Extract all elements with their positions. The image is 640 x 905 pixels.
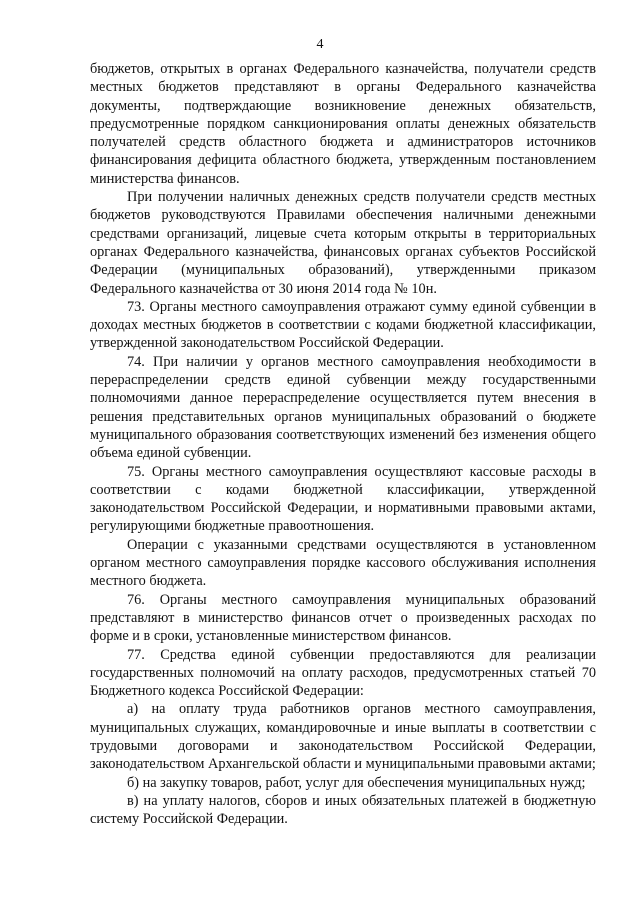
paragraph-item-73: 73. Органы местного самоуправления отражают сумму единой субвенции в доходах местных бюджетов в соответствии с кодами бюджетной классификации, утвержденной законодательством Российской Федерации. xyxy=(90,298,596,352)
paragraph-operations: Операции с указанными средствами осуществляются в установленном органом местного самоуправления порядке кассового обслуживания исполнения местного бюджета. xyxy=(90,536,596,590)
paragraph-subitem-a: а) на оплату труда работников органов местного самоуправления, муниципальных служащих, командировочные и иные выплаты в соответствии с трудовыми договорами и законодательством Российской Федерации, законодательством Архангельской области и муниципальными правовыми актами; xyxy=(90,701,596,773)
paragraph-subitem-v: в) на уплату налогов, сборов и иных обязательных платежей в бюджетную систему Российской Федерации. xyxy=(90,792,596,828)
paragraph-subitem-b: б) на закупку товаров, работ, услуг для обеспечения муниципальных нужд; xyxy=(127,774,586,791)
paragraph-cash-funds: При получении наличных денежных средств получатели средств местных бюджетов руководствуются Правилами обеспечения наличными денежными средствами организаций, лицевые счета которым открыты в территориальных органах Федерального казначейства, финансовых органах субъектов Российской Федерации (муниципальных образований), утвержденными приказом Федерального казначейства от 30 июня 2014 года № 10н. xyxy=(90,189,596,297)
document-body xyxy=(90,60,596,828)
paragraph-item-75: 75. Органы местного самоуправления осуществляют кассовые расходы в соответствии с кодами бюджетной классификации, утвержденной законодательством Российской Федерации, и нормативными правовыми актами, регулирующими бюджетные правоотношения. xyxy=(90,463,596,535)
paragraph-item-74: 74. При наличии у органов местного самоуправления необходимости в перераспределении средств единой субвенции между государственными полномочиями данное перераспределение осуществляется путем внесения в решения представительных органов муниципальных образований о бюджете муниципального образования соответствующих изменений без изменения общего объема единой субвенции. xyxy=(90,353,596,462)
paragraph-item-76: 76. Органы местного самоуправления муниципальных образований представляют в министерство финансов отчет о произведенных расходах по форме и в сроки, установленные министерством финансов. xyxy=(90,591,596,645)
page-number: 4 xyxy=(316,37,324,52)
paragraph-budget-accounts: бюджетов, открытых в органах Федерального казначейства, получатели средств местных бюджетов представляют в органы Федерального казначейства документы, подтверждающие возникновение денежных обязательств, предусмотренные порядком санкционирования оплаты денежных обязательств получателей средств областного бюджета и администраторов источников финансирования дефицита областного бюджета, утвержденным постановлением министерства финансов. xyxy=(90,61,596,187)
paragraph-item-77: 77. Средства единой субвенции предоставляются для реализации государственных полномочий на оплату расходов, предусмотренных статьей 70 Бюджетного кодекса Российской Федерации: xyxy=(90,646,596,700)
